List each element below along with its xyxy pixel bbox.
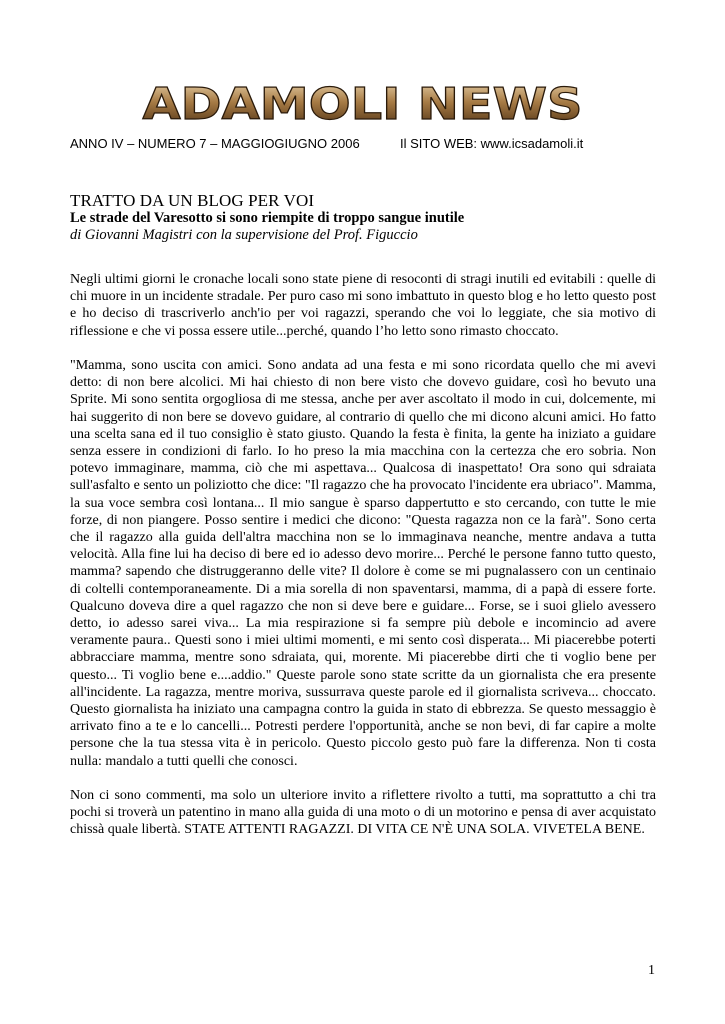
paragraph-letter: "Mamma, sono uscita con amici. Sono andata ad una festa e mi sono ricordata quello che mi avevi detto: di non bere alcolici. Mi hai chiesto di non bere visto che dovevo guidare, così ho bevuto una Sprite. Mi sono sentita orgogliosa di me stessa, anche per aver ascoltato il modo in cui, dolcemente, mi hai suggerito di non bere se dovevo guidare, al contrario di quello che mi dicono alcuni amici. Ho fatto una scelta sana ed il tuo consiglio è stato giusto. Quando la festa è finita, la gente ha iniziato a guidare senza essere in condizioni di farlo. Io ho preso la mia macchina con la certezza che ero sobria. Non potevo immaginare, mamma, ciò che mi aspettava... Qualcosa di inaspettato! Ora sono qui sdraiata sull'asfalto e sento un poliziotto che dice: "Il ragazzo che ha provocato l'incidente era ubriaco". Mamma, la sua voce sembra così lontana... Il mio sangue è sparso dappertutto e sto cercando, con tutte le mie forze, di non piangere. Posso sentire i medici che dicono: "Questa ragazza non ce la farà". Sono certa che il ragazzo alla guida dell'altra macchina non se lo immaginava neanche, mentre andava a tutta velocità. Alla fine lui ha deciso di bere ed io adesso devo morire... Perché le persone fanno tutto questo, mamma? sapendo che distruggeranno delle vite? Il dolore è come se mi pugnalassero con un centinaio di coltelli contemporaneamente. Di a mia sorella di non spaventarsi, mamma, di a papà di essere forte. Qualcuno doveva dire a quel ragazzo che non si deve bere e guidare... Forse, se i suoi glielo avessero detto, io adesso sarei viva... La mia respirazione si fa sempre più debole e incomincio ad avere veramente paura.. Questi sono i miei ultimi momenti, e mi sento così disperata... Mi piacerebbe poterti abbracciare mamma, mentre sono sdraiata, qui, morente. Mi piacerebbe dirti che ti voglio bene per questo... Ti voglio bene e....addio." Queste parole sono state scritte da un giornalista che era presente all'incidente. La ragazza, mentre moriva, sussurrava queste parole ed il giornalista scriveva... choccato. Questo giornalista ha iniziato una campagna contro la guida in stato di ebbrezza. Se questo messaggio è arrivato fino a te e lo cancelli... Potresti perdere l'opportunità, anche se non bevi, di far capire a molte persone che la tua stessa vita è in pericolo. Questo piccolo gesto può fare la differenza. Non ti costa nulla: mandalo a tutti quelli che conosci. <box>70 358 656 769</box>
website-info: Il SITO WEB: www.icsadamoli.it <box>400 136 584 151</box>
masthead-wordart <box>140 83 585 123</box>
paragraph-intro: Negli ultimi giorni le cronache locali sono state piene di resoconti di stragi inutili ed evitabili : quelle di chi muore in un incidente stradale. Per puro caso mi sono imbattuto in questo blog e ho letto questo post e ho deciso di trascriverlo anch'io per voi ragazzi, sperando che voi lo leggiate, che sia motivo di riflessione e che vi possa essere utile...perché, quando l’ho letto sono rimasto choccato. <box>70 272 656 339</box>
section-title: TRATTO DA UN BLOG PER VOI <box>70 191 315 210</box>
paragraph-closing: Non ci sono commenti, ma solo un ulteriore invito a riflettere rivolto a tutti, ma soprattutto a chi tra pochi si troverà un patentino in mano alla guida di una moto o di un motorino e pensa di aver acquistato chissà quale libertà. STATE ATTENTI RAGAZZI. DI VITA CE N'È UNA SOLA. VIVETELA BENE. <box>70 788 656 838</box>
masthead-title: ADAMOLI NEWS <box>142 83 583 123</box>
article-body <box>70 271 656 856</box>
page-number: 1 <box>648 963 655 978</box>
article-subtitle: Le strade del Varesotto si sono riempite di troppo sangue inutile <box>70 210 465 226</box>
article-heading <box>70 191 660 244</box>
masthead-logo <box>140 83 585 123</box>
article-byline: di Giovanni Magistri con la supervisione del Prof. Figuccio <box>70 227 418 243</box>
issue-info: ANNO IV – NUMERO 7 – MAGGIOGIUGNO 2006 <box>70 136 360 151</box>
